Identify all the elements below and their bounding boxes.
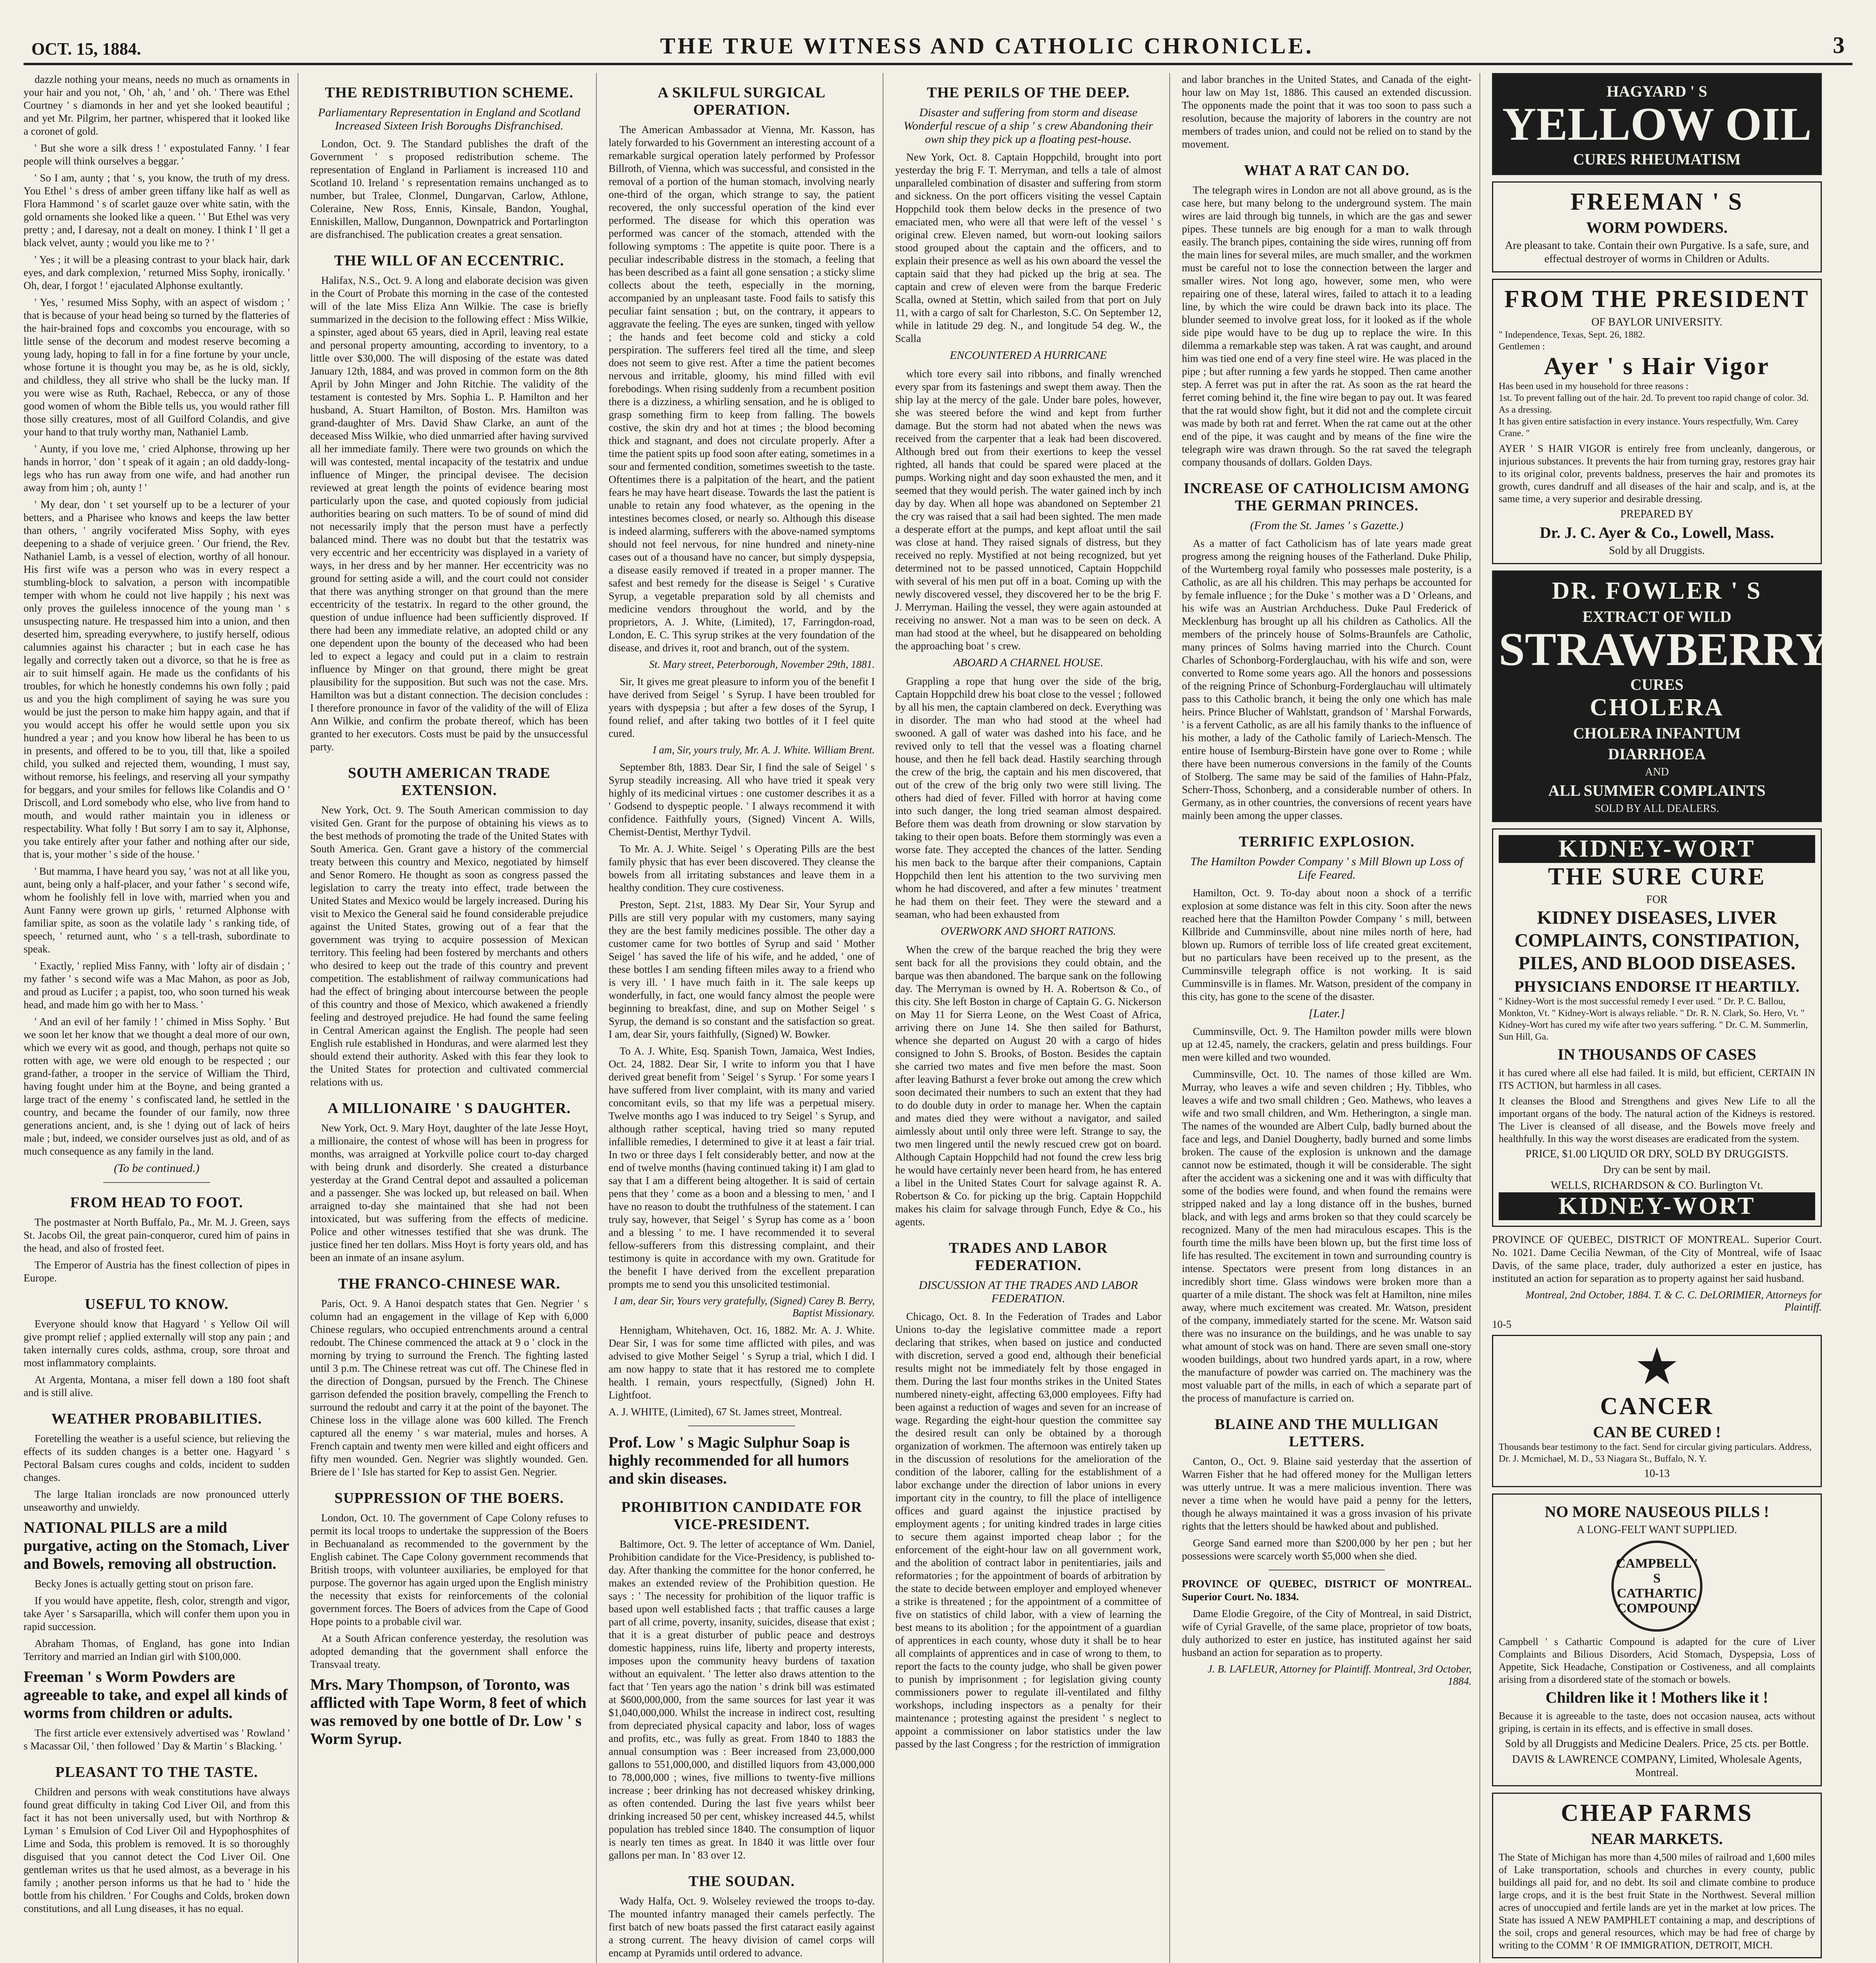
- headline-rat: WHAT A RAT CAN DO.: [1244, 162, 1410, 179]
- article-text: Baltimore, Oct. 9. The letter of acceptance of Wm. Daniel, Prohibition candidate for the Vice-Presidency, is published to-day. After thanking the committee for the honor conferred, he makes an extended review of the Prohibition question. He says : ' The necessity for prohibition of the liquor traffic is based upon well established facts ; that traffic causes a large part of all crime, poverty, insanity, suicides, disease that exist ; that it is a great disturber of public peace and destroys domestic happiness, ruins life, liberty and property interests, imposes upon the community heavy burdens of taxation without an equivalent. ' The letter also draws attention to the fact that ' Ten years ago the nation ' s drink bill was estimated at $600,000,000, from the same sources for last year it was $1,040,000,000. Whilst the increase in indirect cost, resulting from depreciated physical capacity and labor, loss of wages and profits, etc., was fully as great. From 1840 to 1883 the annual consumption was : Beer increased from 23,000,000 gallons to 551,000,000, and distilled liquors from 43,000,000 to 78,000,000 ; wines, five millions to twenty-five millions increase ; beer drinking has not decreased whiskey drinking, as often contended. During the last five years whilst beer drinking increased 50 per cent, whiskey increased 44.5, whilst population has trebled since 1840. The consumption of liquor is nearly ten times as great. In 1840 it was little over four gallons per man. In ' 83 over 12.: [609, 1538, 875, 1861]
- issue-date: OCT. 15, 1884.: [31, 39, 141, 58]
- ad-text: CAN BE CURED !: [1593, 1423, 1721, 1441]
- article-text: Cumminsville, Oct. 10. The names of those killed are Wm. Murray, who leaves a wife and seven children ; Hy. Tibbles, who leaves a wife and two small children ; Geo. Mathews, who leaves a wife and two small children, and Wm. Hetherington, a single man. The names of the wounded are Albert Culp, badly burned about the face and legs, and Daniel Dougherty, badly burned and some limbs broken. The cause of the explosion is unknown and the damage cannot now be estimated, though it will be considerable. The sight after the accident was a sickening one and it was with difficulty that some of the bodies were found, and when found the remains were stripped naked and lay a long distance off in the bushes, burned black, and with legs and arms broken so that they could scarcely be recognized. Many of the men had miraculous escapes. This is the fourth time the mills have been blown up, but the first time loss of life has resulted. The excitement in town and surrounding country is intense. Spectators were present from long distances in an incredibly short time. Glass windows were broken more than a quarter of a mile distant. The shock was felt at Hamilton, nine miles away, where much excitement was created. Mr. Watson, president of the company, immediately started for the scene. Mr. Watson said there was no insurance on the buildings, and he was unable to say what amount of stock was on hand. There are seven small one-story wooden buildings, about two hundred yards apart, in a row, where the manufacture of powder was carried on. The machinery was the most valuable part of the mills, in each of which a separate part of the process of manufacture is carried on.: [1182, 1068, 1472, 1404]
- legal-notice-text: Dame Elodie Gregoire, of the City of Montreal, in said District, wife of Cyrial Gravelle, of the same place, proprietor of tow boats, duly authorized to ester en justice, has instituted against her said husband an action for separation as to property.: [1182, 1608, 1472, 1658]
- sulphur-soap-notice: Prof. Low ' s Magic Sulphur Soap is highly recommended for all humors and skin diseases.: [609, 1433, 850, 1487]
- story-paragraph: ' But she wore a silk dress ! ' expostulated Fanny. ' I fear people will think ourselves a beggar. ': [24, 142, 290, 167]
- ad-product: STRAWBERRY: [1499, 623, 1830, 675]
- item-text: The large Italian ironclads are now pronounced utterly unseaworthy and unwieldy.: [24, 1488, 290, 1513]
- yellow-oil-ad: [1492, 73, 1822, 175]
- ad-heading: CHEAP FARMS: [1561, 1800, 1753, 1826]
- medicine-seal-icon: CAMPBELL ' S CATHARTIC COMPOUND: [1611, 1541, 1702, 1632]
- headline-redistribution: THE REDISTRIBUTION SCHEME.: [325, 84, 574, 101]
- ad-claims: KIDNEY DISEASES, LIVER COMPLAINTS, CONSTIPATION, PILES, AND BLOOD DISEASES.: [1514, 907, 1799, 974]
- ad-text: It cleanses the Blood and Strengthens and gives New Life to all the important organs of the body. The natural action of the Kidneys is restored. The Liver is cleansed of all disease, and the Bowels move freely and healthfully. In this way the worst diseases are eradicated from the system.: [1499, 1095, 1815, 1144]
- column-6-advertisements: [1492, 73, 1830, 1963]
- letter-text: To Mr. A. J. White. Seigel ' s Operating Pills are the best family physic that has ever been discovered. They cleanse the bowels from all irritating substances and leave them in a healthy condition. They cure costiveness.: [609, 843, 875, 894]
- ad-text: " Kidney-Wort is the most successful remedy I ever used. " Dr. P. C. Ballou, Monkton, Vt. " Kidney-Wort is always reliable. " Dr. R. N. Clark, So. Hero, Vt. " Kidney-Wort has cured my wife after two years suffering. " Dr. C. M. Summerlin, Sun Hill, Ga.: [1499, 996, 1808, 1042]
- ad-heading: FROM THE PRESIDENT: [1504, 286, 1810, 313]
- ad-brand: HAGYARD ' S: [1606, 82, 1708, 100]
- article-text: which tore every sail into ribbons, and finally wrenched every spar from its fastenings and swept them away. Then the ship lay at the mercy of the gale. Under bare poles, however, she was steered before the wind and kept from further damage. But the storm had not abated when the news was received from the carpenter that a leak had been discovered. Although bred out from their exertions to keep the vessel righted, all hands that could be spared were placed at the pumps. Working night and day soon exhausted the men, and it seemed that they would perish. The water gained inch by inch day by day. When all hope was abandoned on September 21 the cry was raised that a sail had been sighted. The men made a desperate effort at the pumps, and kept afloat until the sail was close at hand. They raised signals of distress, but they received no reply. Mystified at not being recognized, but yet determined not to be passed unnoticed, Captain Hoppchild with several of his men put off in a boat. Coming up with the newly discovered vessel, they discovered her to be the brig F. J. Merryman. Hailing the vessel, they were again astounded at receiving no answer. Not a man was to be seen on deck. A man had stood at the wheel, but he disappeared on beholding the approaching boat ' s crew.: [895, 368, 1161, 652]
- article-text: When the crew of the barque reached the brig they were sent back for all the provisions they could obtain, and the barque was then abandoned. The barque sank on the following day. The Merryman is owned by H. A. Robertson & Co., of this city. She left Boston in charge of Captain G. G. Nickerson on May 11 for Sierra Leone, on the West Coast of Africa, arriving there on June 14. She then sailed for Bathurst, whence she departed on August 20 with a cargo of hides consigned to John S. Brooks, of Boston. Besides the captain she carried two mates and five men before the mast. Soon after leaving Bathurst a fever broke out among the crew which soon decimated their numbers to such an extent that they had to do double duty in order to manage her. When the captain and mates died they were without a navigator, and sailed aimlessly about until only three were left. Strange to say, the two men lingered until the newly rescued crew got on board. Although Captain Hoppchild had not found the crew less brig he would have certainly never been heard from, he has entered a libel in the United States Court for salvage against R. A. Robertson & Co. for picking up the brig. Captain Hoppchild makes his claim for salvage through Funch, Edye & Co., his agents.: [895, 944, 1161, 1228]
- legal-notice-code: 10-5: [1492, 1318, 1512, 1330]
- ad-text: ALL SUMMER COMPLAINTS: [1548, 782, 1766, 799]
- later-marker: [Later.]: [1308, 1007, 1345, 1020]
- ad-text: PRICE, $1.00 LIQUID OR DRY, SOLD BY DRUGGISTS.: [1525, 1148, 1788, 1160]
- headline-blaine: BLAINE AND THE MULLIGAN LETTERS.: [1214, 1416, 1439, 1450]
- ad-text: Campbell ' s Cathartic Compound is adapted for the cure of Liver Complaints and Bilious Disorders, Acid Stomach, Dyspepsia, Loss of Appetite, Sick Headache, Constipation or Costiveness, and all complaints arising from a disordered state of the stomach or bowels.: [1499, 1636, 1815, 1685]
- headline-surgical: A SKILFUL SURGICAL OPERATION.: [658, 84, 826, 118]
- ad-text: SOLD BY ALL DEALERS.: [1594, 802, 1719, 815]
- article-text: The telegraph wires in London are not all above ground, as is the case here, but many belong to the underground system. The main wires are laid through big tunnels, in which are the gas and sewer pipes. These tunnels are big enough for a man to walk through easily. The branch pipes, containing the side wires, running off from the main lines for several miles, are much smaller, and the workmen must be careful not to lose the connection between the larger and smaller wires. Not long ago, however, some men, who were repairing one of these, lateral wires, failed to attach it to a leading line, by which the wire could be drawn back into its place. The blunder seemed to involve great loss, for it looked as if the whole side pipe would have to be dug up to replace the wire. In this dilemma a remarkable step was taken. A rat was caught, and around him was tied one end of a very fine steel wire. He was placed in the pipe ; but after running a few yards he stopped. Then came another step. A ferret was put in after the rat. As soon as the rat heard the ferret coming behind it, the fine wire began to pay out. It was feared that the rat would show fight, but it did not and the complete circuit was made by both rat and ferret. When the rat came out at the other end of the pipe, it was caught and by means of the fine wire the telegraph wire was drawn through. So the rat saved the telegraph company thousands of dollars. Golden Days.: [1182, 184, 1472, 468]
- headline-franco-chinese: THE FRANCO-CHINESE WAR.: [338, 1276, 560, 1292]
- column-3: [609, 73, 883, 1963]
- ad-text: DAVIS & LAWRENCE COMPANY, Limited, Wholesale Agents, Montreal.: [1512, 1753, 1802, 1779]
- article-text: George Sand earned more than $200,000 by her pen ; but her possessions were scarcely worth $5,000 when she died.: [1182, 1537, 1472, 1562]
- ad-text: Children like it ! Mothers like it !: [1545, 1689, 1768, 1706]
- letter-text: Sir, It gives me great pleasure to inform you of the benefit I have derived from Seigel ' s Syrup. I have been troubled for years with dyspepsia ; but after a few doses of the Syrup, I found relief, and after taking two bottles of it I feel quite cured.: [609, 676, 875, 739]
- column-2: [310, 73, 597, 1963]
- ad-text: Sold by all Druggists and Medicine Dealers. Price, 25 cts. per Bottle.: [1505, 1738, 1809, 1750]
- story-paragraph: ' And an evil of her family ! ' chimed in Miss Sophy. ' But we soon let her know that we thought a deal more of our own, which we every wit as good, and though, perhaps not quite so rotten with age, we were old enough to be respected ; our grand-father, a trooper in the service of William the Third, having fought under him at the Boyne, and being granted a large tract of the enemy ' s confiscated land, he settled in the country, and became the founder of our family, now three generations ancient, and, is she ! dying out of lack of heirs male ; but, indeed, we consider ourselves just as old, and of as much consequence as any family in the land.: [24, 1016, 290, 1157]
- article-text: At a South African conference yesterday, the resolution was adopted demanding that the government shall enforce the Transvaal treaty.: [310, 1632, 588, 1670]
- headline-explosion: TERRIFIC EXPLOSION.: [1239, 833, 1415, 850]
- article-text: Cumminsville, Oct. 9. The Hamilton powder mills were blown up at 12.45, namely, the crackers, gelatin and press buildings. Four men were killed and two wounded.: [1182, 1025, 1472, 1063]
- story-paragraph: ' Exactly, ' replied Miss Fanny, with ' lofty air of disdain ; ' my father ' s second wife was a Mac Mahon, as poor as Job, and proud as Lucifer ; a papist, too, who soon turned his weak head, and made him go with her to Mass. ': [24, 960, 290, 1011]
- ad-text: Because it is agreeable to the taste, does not occasion nausea, acts without griping, is certain in its effects, and is effective in small doses.: [1499, 1710, 1815, 1734]
- subhead-explosion: The Hamilton Powder Company ' s Mill Blown up Loss of Life Feared.: [1190, 855, 1463, 881]
- ad-text: AYER ' S HAIR VIGOR is entirely free from uncleanly, dangerous, or injurious substances. It prevents the hair from turning gray, restores gray hair to its original color, prevents baldness, preserves the hair and promotes its growth, cures dandruff and all diseases of the hair and scalp, and is, at the same time, a very superior and desirable dressing.: [1499, 443, 1815, 504]
- ad-text: AND: [1645, 766, 1669, 778]
- letter-text: Preston, Sept. 21st, 1883. My Dear Sir, Your Syrup and Pills are still very popular with my customers, many saying they are the best family medicines possible. The other day a customer came for two bottles of Syrup and said ' Mother Seigel ' has saved the life of his wife, and he added, ' one of these bottles I am sending fifteen miles away to a friend who is very ill. ' I have much faith in it. The sale keeps up wonderfully, in fact, one would fancy almost the people were beginning to breakfast, dine, and sup on Mother Seigel ' s Syrup, the demand is so constant and the satisfaction so great. I am, dear Sir, yours faithfully, (Signed) W. Bowker.: [609, 899, 875, 1040]
- story-paragraph: ' Yes, ' resumed Miss Sophy, with an aspect of wisdom ; ' that is because of your head being so turned by the flatteries of the hair-brained fops and coxcombs you encourage, with so little sense of the decorum and modest reserve becoming a young lady, hoping to fall in for a fine fortune by your uncle, whose fortune it is thought you may be, as he is old, sickly, and childless, they all strive who shall be the lucky man. If you were wise as Ruth, Rachael, Rebecca, or any of those good women of whom the Bible tells us, you would rather fill those silly creatures, most of all Guilford Colandis, and give your hand to that truly worthy man, Nathaniel Lamb.: [24, 296, 290, 438]
- ad-product: Ayer ' s Hair Vigor: [1544, 353, 1770, 380]
- item-text: The Emperor of Austria has the finest collection of pipes in Europe.: [24, 1259, 290, 1284]
- ad-text: 1st. To prevent falling out of the hair. 2d. To prevent too rapid change of color. 3d. As a dressing.: [1499, 393, 1809, 415]
- article-text: Grappling a rope that hung over the side of the brig, Captain Hoppchild drew his boat close to the vessel ; followed by all his men, the captain clambered on deck. Everything was in disorder. The man who had stood at the wheel had swooned. A gall of water was dashed into his face, and he revived only to tell that the vessel was a floating charnel house, and then he fell back dead. Hastily searching through the crew of the brig, the captain and his men discovered, that out of the crew of the brig only two were still living. The others had died of fever. Filled with horror at having come into such danger, the long tried seaman almost despaired. Before them was death from drowning or slow starvation by taking to their open boats. Before them stormingly was even a worse fate. They accepted the chances of the latter. Sending his men back to the barque after their companions, Captain Hoppchild then lent his attention to the two surviving men whom he had discovered, and after a few minutes ' treatment he had them on their feet. They were the steward and a seaman, who had been exhausted from: [895, 675, 1161, 920]
- ad-heading: THE SURE CURE: [1548, 863, 1766, 890]
- item-text: Children and persons with weak constitutions have always found great difficulty in taking Cod Liver Oil, and from this fact it has not been universally used, but with Northrop & Lyman ' s Emulsion of Cod Liver Oil and Hypophosphites of Lime and Soda, this problem is removed. It is so thoroughly disguised that you cannot detect the Cod Liver Oil. One gentleman writes us that he used almost, as a beverage in his family ; another person informs us that he had to ' hide the bottle from his children. ' For Coughs and Colds, broken down constitutions, and all Lung diseases, it has no equal.: [24, 1786, 290, 1914]
- letter-signature: I am, Sir, yours truly, Mr. A. J. White. William Brent.: [653, 744, 875, 756]
- ad-brand: DR. FOWLER ' S: [1552, 578, 1762, 604]
- column-4: [895, 73, 1170, 1963]
- article-text: and labor branches in the United States, and Canada of the eight-hour law on May 1st, 1886. This caused an extended discussion. The opponents made the point that it was too soon to pass such a resolution, because the majority of laborers in the country are not members of trades union, and could not be relied on to stand by the movement.: [1182, 73, 1472, 150]
- ad-maker: Dr. J. C. Ayer & Co., Lowell, Mass.: [1540, 524, 1774, 541]
- item-text: Becky Jones is actually getting stout on prison fare.: [35, 1578, 254, 1590]
- letter-signature: I am, dear Sir, Yours very gratefully, (Signed) Carey B. Berry, Baptist Missionary.: [614, 1295, 875, 1319]
- headline-will: THE WILL OF AN ECCENTRIC.: [334, 252, 564, 269]
- letter-text: Hennigham, Whitehaven, Oct. 16, 1882. Mr. A. J. White. Dear Sir, I was for some time afflicted with piles, and was advised to give Mother Seigel ' s Syrup a trial, which I did. I am now happy to state that it has restored me to complete health. I remain, yours respectfully, (Signed) John H. Lightfoot.: [609, 1324, 875, 1401]
- article-text: London, Oct. 10. The government of Cape Colony refuses to permit its local troops to undertake the suppression of the Boers in Bechuanaland as recommended to the government by the English cabinet. The Cape Colony government recommends that British troops, with volunteer auxiliaries, be employed for that purpose. The governor has again urged upon the English ministry the necessity that exists for reinforcements of the colonial government forces. The Boers of advices from the Cape of Good Hope points to a probable civil war.: [310, 1512, 588, 1627]
- item-text: Foretelling the weather is a useful science, but relieving the effects of its sudden changes is a better one. Hagyard ' s Pectoral Balsam cures coughs and colds, incident to sudden changes.: [24, 1433, 290, 1483]
- divider: [103, 1182, 210, 1183]
- ad-text: PREPARED BY: [1620, 508, 1694, 520]
- ad-text: it has cured where all else had failed. It is mild, but efficient, CERTAIN IN ITS ACTION, but harmless in all cases.: [1499, 1067, 1815, 1091]
- article-text: The American Ambassador at Vienna, Mr. Kasson, has lately forwarded to his Government an interesting account of a remarkable surgical operation lately performed by Professor Billroth, of Vienna, which was successful, and consisted in the removal of a portion of the human stomach, involving nearly one-third of the organ, which strange to say, the patient recovered, the only successful operation of the kind ever performed. The disease for which this operation was performed was cancer of the stomach, attended with the following symptoms : The appetite is quite poor. There is a peculiar indescribable distress in the stomach, a feeling that has been described as a faint all gone sensation ; a sticky slime collects about the teeth, especially in the morning, accompanied by an unpleasant taste. Food fails to satisfy this peculiar faint sensation ; but, on the contrary, it appears to aggravate the feeling. The eyes are sunken, tinged with yellow ; the hands and feet become cold and sticky a cold perspiration. The sufferers feel tired all the time, and sleep does not seem to give rest. After a time the patient becomes nervous and irritable, gloomy, his mind filled with evil forebodings. When rising suddenly from a recumbent position there is a dizziness, a whirling sensation, and he is obliged to grasp something firm to keep from falling. The bowels costive, the skin dry and hot at times ; the blood becoming thick and stagnant, and does not circulate properly. After a time the patient spits up food soon after eating, sometimes in a sour and fermented condition, sometimes sweetish to the taste. Oftentimes there is a palpitation of the heart, and the patient fears he may have heart disease. Towards the last the patient is unable to retain any food whatever, as the opening in the intestines becomes closed, or nearly so. Although this disease is indeed alarming, sufferers with the above-named symptoms should not feel nervous, for nine hundred and ninety-nine cases out of a thousand have no cancer, but simply dyspepsia, a disease easily removed if treated in a proper manner. The safest and best remedy for the disease is Seigel ' s Curative Syrup, a vegetable preparation sold by all chemists and medicine vendors throughout the world, and by the proprietors, A. J. White, (Limited), 17, Farringdon-road, London, E. C. This syrup strikes at the very foundation of the disease, and drives it, root and branch, out of the system.: [609, 124, 875, 654]
- subhead-perils: Disaster and suffering from storm and disease Wonderful rescue of a ship ' s crew Abandoning their own ship they pick up a floating pest-house.: [903, 106, 1153, 146]
- ad-heading: CANCER: [1600, 1393, 1714, 1420]
- subhead-redistribution: Parliamentary Representation in England and Scotland Increased Sixteen Irish Boroughs Disfranchised.: [318, 106, 580, 132]
- cheap-farms-ad: [1492, 1793, 1822, 1958]
- columns: [24, 73, 1852, 1963]
- subhead-charnel: ABOARD A CHARNEL HOUSE.: [953, 656, 1103, 669]
- masthead: [24, 16, 1852, 65]
- ad-text: CHOLERA INFANTUM: [1573, 724, 1741, 742]
- story-paragraph: ' My dear, don ' t set yourself up to be a lecturer of your betters, and a Pharisee who knows and keeps the law better than others, ' angrily vociferated Miss Sophy, with eyes deepening to a shade of verjuice green. ' Our friend, the Rev. Nathaniel Lamb, is a vessel of election, worthy of all honour. His first wife was a person who was in every respect a stumbling-block to salvation, a person with incompatible temper with whom he could not live happily ; his next was only proves the guileless innocence of the young man ' s unsuspecting nature. He trespassed him into a union, and then deserted him, spreading everywhere, to justify herself, odious calumnies against his character ; but in each case he has legally and correctly taken out a divorce, so that he is free as air to suit himself again. He made us the confidants of his troubles, for which he honestly condemns his own folly ; paid us and you the high compliment of saying he was sure you would be just the person to make him happy again, and that if you would accept his offer he would settle upon you six hundred a year ; and you know how liberal he has been to us in presents, and offered to be to you, till that, like a spoiled child, you sulked and rejected them, wounding, I must say, without remorse, his feelings, and reserving all your sympathy for beggars, and your smiles for fellows like Colandis and O ' Driscoll, and Lord somebody who else, who live from hand to mouth, and would rather maintain you in idleness or respectability. What folly ! But sorry I am to say it, Alphonse, you take entirely after your father and nothing after our side, that is, your mother ' s side of the house. ': [24, 499, 290, 860]
- article-text: Hamilton, Oct. 9. To-day about noon a shock of a terrific explosion at some distance was felt in this city. Soon after the news reached here that the Hamilton Powder Company ' s mill, between Killbride and Cumminsville, about nine miles north of here, had blown up. Rumors of terrible loss of life created great excitement, but no particulars have been received up to the present, as the Cumminsville telegraph office is not working. It is said Cumminsville is in flames. Mr. Watson, president of the company in this city, has gone to the scene of the disaster.: [1182, 887, 1472, 1002]
- item-text: If you would have appetite, flesh, color, strength and vigor, take Ayer ' s Sarsaparilla, which will confer them upon you in rapid succession.: [24, 1595, 290, 1632]
- item-text: The postmaster at North Buffalo, Pa., Mr. M. J. Green, says St. Jacobs Oil, the great pain-conqueror, cured him of pains in the head, and also of frosted feet.: [24, 1216, 290, 1254]
- ad-heading: NO MORE NAUSEOUS PILLS !: [1545, 1503, 1769, 1521]
- ad-text: DIARRHOEA: [1608, 745, 1706, 763]
- article-text: London, Oct. 9. The Standard publishes the draft of the Government ' s proposed redistribution scheme. The representation of England in Parliament is increased 110 and Scotland 10. Ireland ' s representation remains unchanged as to number, but Tralee, Clonmel, Dungarvan, Carlow, Athlone, Coleraine, New Ross, Ennis, Kinsale, Bandon, Youghal, Enniskillen, Mallow, Dungannon, Downpatrick and Portarlington are disfranchised. The publication creates a great sensation.: [310, 138, 588, 240]
- ad-text: EXTRACT OF WILD: [1582, 608, 1732, 625]
- headline-from-head-to-foot: FROM HEAD TO FOOT.: [70, 1194, 243, 1211]
- item-text: Everyone should know that Hagyard ' s Yellow Oil will give prompt relief ; applied externally will stop any pain ; and taken internally cures colds, asthma, croup, sore throat and most inflammatory complaints.: [24, 1318, 290, 1369]
- story-paragraph: ' Yes ; it will be a pleasing contrast to your black hair, dark eyes, and dark complexion, ' returned Miss Sophy, ironically. ' Oh, dear, I forgot ! ' ejaculated Alphonse exultantly.: [24, 254, 290, 291]
- article-text: New York, Oct. 8. Captain Hoppchild, brought into port yesterday the brig F. T. Merryman, and tells a tale of almost unparalleled combination of disaster and suffering from storm and sickness. On the port officers visiting the vessel Captain Hoppchild took them below decks in the presence of two emaciated men, who were all that were left of the vessel ' s original crew. Eleven named, but worn-out looking sailors stood grouped about the captain and the officers, and to explain their presence as well as his own aboard the vessel the captain said that they had picked up the brig at sea. The captain and crew of eleven were from the barque Frederic Scalla, owned at Stettin, which sailed from that port on July 11, with a cargo of salt for Charleston, S.C. On September 12, while in latitude 29 deg. N., and longitude 54 deg. W., the Scalla: [895, 151, 1161, 344]
- headline-south-american: SOUTH AMERICAN TRADE EXTENSION.: [348, 765, 550, 799]
- ad-text: Dry can be sent by mail.: [1603, 1164, 1711, 1176]
- headline-trades: TRADES AND LABOR FEDERATION.: [949, 1240, 1108, 1274]
- ad-claim: CURES RHEUMATISM: [1573, 150, 1741, 168]
- wild-strawberry-ad: [1492, 570, 1830, 822]
- ad-brand: KIDNEY-WORT: [1499, 1192, 1815, 1220]
- ad-text: FOR: [1646, 894, 1668, 906]
- letter-dateline: St. Mary street, Peterborough, November 29th, 1881.: [649, 658, 875, 670]
- headline-perils: THE PERILS OF THE DEEP.: [927, 84, 1130, 101]
- ad-text: CURES: [1630, 676, 1684, 693]
- letter-text: To A. J. White, Esq. Spanish Town, Jamaica, West Indies, Oct. 24, 1882. Dear Sir, I write to inform you that I have derived great benefit from ' Seigel ' s Syrup. ' For some years I have suffered from liver complaint, with its many and varied concomitant evils, so that my life was a perpetual misery. Twelve months ago I was induced to try Seigel ' s Syrup, and although rather sceptical, having tried so many reputed infallible remedies, I determined to give it at least a fair trial. In two or three days I felt considerably better, and now at the end of twelve months (having continued taking it) I am glad to say that I am a different being altogether. It is said of certain pens that they ' come as a boon and a blessing to men, ' and I have no reason to doubt the truthfulness of the statement. I can truly say, however, that Seigel ' s Syrup has come as a ' boon and a blessing ' to me. I have recommended it to several fellow-sufferers from this distressing complaint, and their testimony is quite in accordance with my own. Gratitude for the benefit I have derived from the excellent preparation prompts me to send you this unsolicited testimonial.: [609, 1045, 875, 1290]
- ad-text: CHOLERA: [1590, 694, 1724, 721]
- ad-code: 10-13: [1644, 1468, 1670, 1480]
- worm-syrup-notice: Mrs. Mary Thompson, of Toronto, was afflicted with Tape Worm, 8 feet of which was removed by one bottle of Dr. Low ' s Worm Syrup.: [310, 1676, 587, 1747]
- ad-text: It has given entire satisfaction in every instance. Yours respectfully, Wm. Carey Crane. ": [1499, 417, 1799, 439]
- ad-text: Sold by all Druggists.: [1609, 545, 1705, 557]
- ad-text: IN THOUSANDS OF CASES: [1558, 1045, 1756, 1063]
- letter-text: September 8th, 1883. Dear Sir, I find the sale of Seigel ' s Syrup steadily increasing. All who have tried it speak very highly of its medicinal virtues : one customer describes it as a ' Godsend to dyspeptic people. ' I always recommend it with confidence. Faithfully yours, (Signed) Vincent A. Wills, Chemist-Dentist, Merthyr Tydvil.: [609, 761, 875, 838]
- page-number: 3: [1832, 32, 1845, 58]
- headline-catholicism: INCREASE OF CATHOLICISM AMONG THE GERMAN PRINCES.: [1183, 480, 1470, 514]
- ad-subheading: NEAR MARKETS.: [1591, 1830, 1723, 1848]
- article-text: Chicago, Oct. 8. In the Federation of Trades and Labor Unions to-day the legislative committee made a report declaring that strikes, when based on justice and conducted with discretion, served a good end, although their beneficial results might not be immediately felt by those engaged in them. During the last four months strikes in the United States numbered ninety-eight, affecting 63,000 employees. Fifty had been against a reduction of wages and seven for an increase of wage. Regarding the eight-hour question the committee say the desired result can only be obtained by a thorough organization of workmen. The afternoon was entirely taken up in the discussion of resolutions for the amelioration of the condition of the laborer, calling for the establishment of a labor exchange under the direction of labor unions in every important city in the country, to fill the place of intelligence offices and guard against the injustice practised by employment agents ; for uniting kindred trades in large cities to secure them against imported cheap labor ; for the enforcement of the eight-hour law on all government work, and the abolition of contract labor in penitentiaries, jails and reformatories ; for the appointment of boards of arbitration by the state to decide between employer and employed whenever a strike is threatened ; for the appointment of a committee of five on statistics of child labor, with a view of learning the best means to its abolition ; for the appointment of a guardian of apprentices in each county, whose duty it shall be to hear all complaints of apprentices and in case of wrong to them, to report the facts to the county judge, who shall be given power to punish by imprisonment ; for legislation giving county commissioners power to regulate ill-ventilated and filthy workshops, including inspectors as a penalty for their maintenance ; protesting against the president ' s neglect to appoint a commissioner on labor statistics under the law passed by the last Congress ; for the restriction of immigration: [895, 1310, 1161, 1750]
- kidney-wort-ad: [1492, 828, 1822, 1227]
- ad-text: Thousands bear testimony to the fact. Send for circular giving particulars. Address, Dr. J. Mcmichael, M. D., 53 Niagara St., Buffalo, N. Y.: [1499, 1442, 1812, 1464]
- article-text: Halifax, N.S., Oct. 9. A long and elaborate decision was given in the Court of Probate this morning in the case of the contested will of the late Miss Eliza Ann Wilkie. The case is briefly summarized in the decision to the following effect : Miss Wilkie, a spinster, aged about 65 years, died in April, leaving real estate and personal property amounting, according to inventory, to a little over $30,000. The will disposing of the estate was dated January 12th, 1884, and was proved in common form on the 8th April by John Minger and John Ritchie. The validity of the testament is contested by Mrs. Sophia L. P. Hamilton and her husband, A. Stuart Hamilton, of Boston. Mrs. Hamilton was grand-daughter of Mrs. David Shaw Clarke, an aunt of the deceased Miss Wilkie, who died unmarried after having survived all her immediate family. There were two grounds on which the will was contested, mental incapacity of the testatrix and undue influence of Minger, the principal devisee. The decision reviewed at great length the points of evidence bearing most particularly upon the case, and quoted copiously from judicial authorities bearing on such matters. To be of sound of mind did not necessarily imply that the person must have a perfectly balanced mind. There was no doubt but that the testatrix was very eccentric and her eccentricity was displayed in a variety of ways, in her dress and by her manner. Her eccentricity was no ground for setting aside a will, and the court could not consider that there was anything stronger on that ground than the mere eccentricity of the testatrix. In regard to the other ground, the question of undue influence had been sufficiently disproved. If there had been any immediate relative, an adopted child or any one dependent upon the bounty of the deceased who had been led to expect a legacy and could put in a claim to restrain influence by Minger on that ground, there might be great plausibility for the supposition. But such was not the case. Mrs. Hamilton was but a distant connection. The decision concludes : I therefore pronounce in favor of the validity of the will of Eliza Ann Wilkie, and confirm the probate thereof, which has been granted to her executors. Costs must be paid by the unsuccessful party.: [310, 274, 588, 753]
- story-paragraph: ' So I am, aunty ; that ' s, you know, the truth of my dress. You Ethel ' s dress of amber green tiffany like half as well as Flora Hammond ' s of scarlet gauze over white satin, with the gold ornaments she looked like a queen. ' ' But Ethel was very pretty ; and, I daresay, not a dealt on money. I think I ' ll get a black velvet, aunty ; would you like me to ? ': [24, 172, 290, 249]
- ayer-hair-vigor-ad: [1492, 279, 1822, 564]
- headline-boers: SUPPRESSION OF THE BOERS.: [334, 1490, 564, 1506]
- article-text: New York, Oct. 9. The South American commission to day visited Gen. Grant for the purpose of obtaining his views as to the best methods of promoting the trade of the United States with South America. Gen. Grant gave a history of the commercial treaty between this country and Mexico, negotiated by himself and Senor Romero. He thought as soon as congress passed the legislation to carry the treaty into effect, trade between the United States and Mexico would be largely increased. During his visit to Mexico the General said he found considerable prejudice against the United States, growing out of a fear that the government was trying to acquire possession of Mexican territory. This feeling had been fostered by merchants and others who desired to keep out the trade of this country and prevent competition. The establishment of railway communications had had the effect of bringing about intercourse between the people of this country and those of Mexico, which awakened a friendly feeling and destroyed prejudice. He had found the same feeling in Central American against the English. The people had seen English rule established in Honduras, and were alarmed lest they should extend their authority. Asked with this fear they look to the United States for protection and cultivated commercial relations with us.: [310, 804, 588, 1088]
- freeman-notice: Freeman ' s Worm Powders are agreeable to take, and expel all kinds of worms from children or adults.: [24, 1668, 288, 1722]
- ad-text: WELLS, RICHARDSON & CO. Burlington Vt.: [1551, 1179, 1763, 1192]
- worm-powders-ad: [1492, 181, 1822, 272]
- headline-useful-to-know: USEFUL TO KNOW.: [85, 1296, 229, 1312]
- cancer-ad: [1492, 1335, 1822, 1487]
- ad-brand: FREEMAN ' S: [1570, 188, 1744, 215]
- ad-product: WORM POWDERS.: [1586, 219, 1728, 236]
- subhead-hurricane: ENCOUNTERED A HURRICANE: [949, 349, 1107, 362]
- ad-brand: KIDNEY-WORT: [1499, 835, 1815, 863]
- article-text: Canton, O., Oct. 9. Blaine said yesterday that the assertion of Warren Fisher that he had offered money for the Mulligan letters was utterly untrue. It was a mere malicious invention. There was never a time when he would have paid a penny for the letters, though he always maintained it was a gross invasion of his private rights that the letters should be hawked about and published.: [1182, 1455, 1472, 1532]
- ad-subheading: OF BAYLOR UNIVERSITY.: [1591, 316, 1722, 328]
- column-5: [1182, 73, 1480, 1963]
- legal-notice-signature: J. B. LAFLEUR, Attorney for Plaintiff. Montreal, 3rd October, 1884.: [1207, 1663, 1472, 1687]
- legal-notice-heading: PROVINCE OF QUEBEC, DISTRICT OF MONTREAL. Superior Court. No. 1834.: [1182, 1578, 1472, 1603]
- headline-millionaire: A MILLIONAIRE ' S DAUGHTER.: [327, 1100, 571, 1117]
- headline-prohibition: PROHIBITION CANDIDATE FOR VICE-PRESIDENT.: [621, 1499, 862, 1533]
- article-text: New York, Oct. 9. Mary Hoyt, daughter of the late Jesse Hoyt, a millionaire, the contest of whose will has been in progress for months, was arraigned at Yorkville police court to-day charged with being drunk and disorderly. She created a disturbance yesterday at the Grand Central depot and assaulted a policeman and a passenger. She was locked up, but released on bail. When arraigned to-day she maintained that she had not been intoxicated, but was suffering from the effects of medicine. Police and other witnesses testified that she was drunk. The justice fined her ten dollars. Miss Hoyt is forty years old, and has been an inmate of an insane asylum.: [310, 1122, 588, 1263]
- star-icon: ★: [1634, 1339, 1680, 1395]
- headline-soudan: THE SOUDAN.: [688, 1873, 795, 1890]
- headline-weather: WEATHER PROBABILITIES.: [51, 1411, 262, 1427]
- article-text: Paris, Oct. 9. A Hanoi despatch states that Gen. Negrier ' s column had an engagement in the village of Kep with 6,000 Chinese regulars, who occupied entrenchments around a central redoubt. The Chinese commenced the attack at 9 o ' clock in the morning by trying to surround the French. The fighting lasted until 3 p.m. The Chinese retreat was cut off. The Chinese fled in the direction of Dongsan, pursued by the French. The Chinese garrison defended the position bravely, compelling the French to surround the redoubt and carry it at the point of the bayonet. The Chinese loss in the village alone was 600 killed. The French captured all the enemy ' s war material, mules and horses. A French captain and twenty men were killed and eight officers and fifty men wounded. Gen. Negrier was slightly wounded. Gen. Briere de l ' Isle has started for Kep to assist Gen. Negrier.: [310, 1298, 588, 1478]
- to-be-continued: (To be continued.): [113, 1162, 200, 1175]
- newspaper-title: THE TRUE WITNESS AND CATHOLIC CHRONICLE.: [660, 33, 1314, 58]
- subhead-overwork: OVERWORK AND SHORT RATIONS.: [940, 925, 1116, 938]
- subhead-trades: DISCUSSION AT THE TRADES AND LABOR FEDERATION.: [918, 1279, 1138, 1305]
- column-1: [24, 73, 298, 1963]
- national-pills-notice: NATIONAL PILLS are a mild purgative, acting on the Stomach, Liver and Bowels, removing all obstruction.: [24, 1519, 289, 1572]
- ad-text: Gentlemen :: [1499, 342, 1545, 352]
- article-text: As a matter of fact Catholicism has of late years made great progress among the reigning houses of the Fatherland. Duke Philip, of the Wurtemberg royal family who possesses male posterity, is a Catholic, as are all his children. This may perhaps be accounted for by female influence ; for the Duke ' s mother was a D ' Orleans, and his wife was an Austrian Archduchess. Duke Paul Frederick of Mecklenburg has brought up all his children as Catholics. All the members of the princely house of Solms-Braunfels are Catholic, many princes of Solms having married into the Church. Count Charles of Schonborg-Forderglauchau, with his wife and son, were converted to Rome some years ago. All the honors and possessions of the reigning Prince of Schonburg-Forderglauchau will ultimately pass to this Catholic branch, it being the only one which has male heirs. Prince Blucher of Wahlstatt, grandson of ' Marshal Forwards, ' is a fervent Catholic, as are all his family thanks to the influence of his mother, a lady of the Catholic family of Lariech-Mensch. The entire house of Isemburg-Birstein have gone over to Rome ; while there have been numerous conversions in the family of the Counts of Stolberg. The same may be said of the families of Hahn-Pfalz, Scherr-Thoss, Schonberg, and a considerable number of others. In Germany, as in other countries, the conversions of recent years have mainly been among the upper classes.: [1182, 537, 1472, 821]
- campbell-cathartic-ad: [1492, 1493, 1822, 1786]
- story-paragraph: ' Aunty, if you love me, ' cried Alphonse, throwing up her hands in horror, ' don ' t speak of it again ; an old daddy-long-legs who has run away from one wife, and had another run away from him ; oh, aunty ! ': [24, 443, 290, 493]
- ad-text: PHYSICIANS ENDORSE IT HEARTILY.: [1514, 978, 1800, 995]
- item-text: The first article ever extensively advertised was ' Rowland ' s Macassar Oil, ' then followed ' Day & Martin ' s Blacking. ': [24, 1727, 290, 1752]
- story-paragraph: dazzle nothing your means, needs no much as ornaments in your hair and you not, ' Oh, ' ah, ' and ' oh. ' There was Ethel Courtney ' s diamonds in her and yet she looked beautiful ; and yet Mr. Pilgrim, her partner, whispered that it looked like a coronet of gold.: [24, 73, 290, 137]
- headline-pleasant-to-the-taste: PLEASANT TO THE TASTE.: [55, 1764, 258, 1780]
- story-paragraph: ' But mamma, I have heard you say, ' was not at all like you, aunt, being only a half-placer, and your father ' s second wife, whom he foolishly fell in love with, married when you and Aunt Fanny were grown up girls, ' returned Alphonse with familiar spite, as soon as the volatile lady ' s ranking tide, of speech, ' returned aunt, who ' s a tell-trash, subordinate to speak.: [24, 865, 290, 955]
- legal-notice-text: PROVINCE OF QUEBEC, DISTRICT OF MONTREAL. Superior Court. No. 1021. Dame Cecilia Newman, of the City of Montreal, wife of Isaac Davis, of the same place, trader, duly authorized a ester en justice, has instituted an action for separation as to property against her said husband.: [1492, 1234, 1822, 1284]
- item-text: Abraham Thomas, of England, has gone into Indian Territory and married an Indian girl with $100,000.: [24, 1638, 290, 1662]
- ad-text: Are pleasant to take. Contain their own Purgative. Is a safe, sure, and effectual destroyer of worms in Children or Adults.: [1505, 239, 1809, 265]
- ad-text: The State of Michigan has more than 4,500 miles of railroad and 1,600 miles of Lake transportation, schools and churches in every county, public buildings all paid for, and no debt. Its soil and climate combine to produce large crops, and it is the best fruit State in the Northwest. Several million acres of unoccupied and fertile lands are yet in the market at low prices. The State has issued A NEW PAMPHLET containing a map, and descriptions of the soil, crops and general resources, which may be had free of charge by writing to the COMM ' R OF IMMIGRATION, DETROIT, MICH.: [1499, 1852, 1815, 1951]
- agent-line: A. J. WHITE, (Limited), 67 St. James street, Montreal.: [609, 1406, 842, 1418]
- ad-text: A LONG-FELT WANT SUPPLIED.: [1576, 1524, 1737, 1536]
- ad-product: YELLOW OIL: [1502, 98, 1812, 150]
- legal-notice-signature: Montreal, 2nd October, 1884. T. & C. C. DeLORIMIER, Attorneys for Plaintiff.: [1525, 1289, 1822, 1313]
- item-text: At Argenta, Montana, a miser fell down a 180 foot shaft and is still alive.: [24, 1374, 290, 1398]
- ad-text: " Independence, Texas, Sept. 26, 1882.: [1499, 330, 1645, 340]
- article-text: Wady Halfa, Oct. 9. Wolseley reviewed the troops to-day. The mounted infantry managed their camels perfectly. The first batch of new boats passed the first cataract easily against a strong current. The heavy division of camel corps will encamp at Pyramids until ordered to advance.: [609, 1895, 875, 1959]
- ad-text: Has been used in my household for three reasons :: [1499, 381, 1689, 391]
- source-line: (From the St. James ' s Gazette.): [1250, 519, 1404, 532]
